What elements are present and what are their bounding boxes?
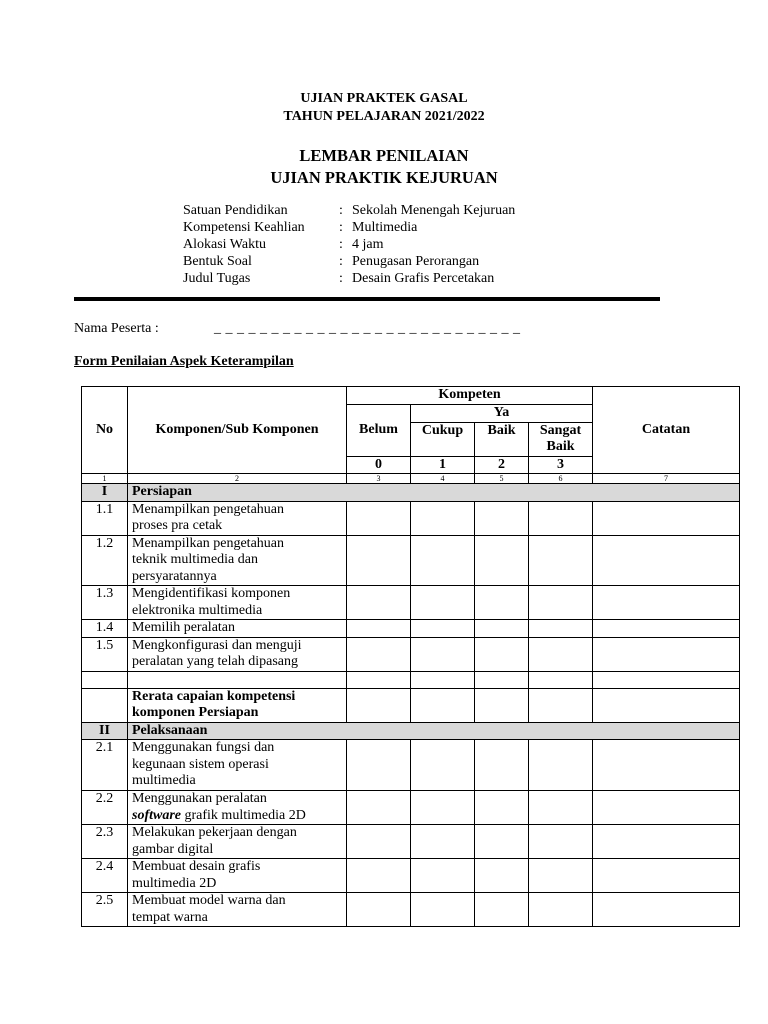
score-cell-cukup[interactable] xyxy=(411,688,475,722)
info-colon: : xyxy=(339,237,343,252)
row-no: 1.1 xyxy=(82,501,128,535)
row-no: 1.2 xyxy=(82,535,128,586)
info-value: Penugasan Perorangan xyxy=(352,254,480,269)
score-cell-belum[interactable] xyxy=(347,825,411,859)
column-number: 4 xyxy=(411,474,475,484)
row-no: 2.2 xyxy=(82,791,128,825)
header-belum: Belum xyxy=(347,405,411,457)
header-sangat-baik xyxy=(529,422,593,456)
score-cell-baik[interactable] xyxy=(475,637,529,671)
column-number: 5 xyxy=(475,474,529,484)
score-cell-belum[interactable] xyxy=(347,586,411,620)
row-label: Menggunakan peralatan software grafik multimedia 2D xyxy=(128,791,347,825)
info-row xyxy=(183,202,515,219)
score-cell-belum[interactable] xyxy=(347,893,411,927)
score-cell-belum[interactable] xyxy=(347,535,411,586)
score-cell-baik[interactable] xyxy=(475,893,529,927)
info-colon: : xyxy=(339,220,343,235)
header-no: No xyxy=(82,387,128,474)
info-label: Satuan Pendidikan xyxy=(183,203,288,218)
section-row-pelaksanaan xyxy=(82,722,740,740)
table-row xyxy=(82,586,740,620)
catatan-cell[interactable] xyxy=(593,501,740,535)
assessment-table xyxy=(81,386,740,927)
score-cell-belum[interactable] xyxy=(347,859,411,893)
info-value: Multimedia xyxy=(352,220,418,235)
column-number: 7 xyxy=(593,474,740,484)
participant-name-label: Nama Peserta : xyxy=(74,321,159,336)
table-row xyxy=(82,535,740,586)
info-row xyxy=(183,253,515,270)
academic-year: TAHUN PELAJARAN 2021/2022 xyxy=(283,109,485,124)
row-no: 2.1 xyxy=(82,740,128,791)
row-no: 2.3 xyxy=(82,825,128,859)
info-label: Kompetensi Keahlian xyxy=(183,220,305,235)
row-no: 1.5 xyxy=(82,637,128,671)
row-no: 2.5 xyxy=(82,893,128,927)
catatan-cell[interactable] xyxy=(593,859,740,893)
score-cell-baik[interactable] xyxy=(475,859,529,893)
table-row xyxy=(82,825,740,859)
score-0: 0 xyxy=(347,456,411,474)
score-2: 2 xyxy=(475,456,529,474)
header-cukup: Cukup xyxy=(411,422,475,456)
score-cell-sangat-baik[interactable] xyxy=(529,688,593,722)
catatan-cell[interactable] xyxy=(593,791,740,825)
column-number: 6 xyxy=(529,474,593,484)
score-cell-belum[interactable] xyxy=(347,740,411,791)
title-line-2: UJIAN PRAKTIK KEJURUAN xyxy=(270,168,498,187)
score-cell-belum[interactable] xyxy=(347,620,411,638)
score-cell-sangat-baik[interactable] xyxy=(529,859,593,893)
row-no: 2.4 xyxy=(82,859,128,893)
header-catatan: Catatan xyxy=(593,387,740,474)
catatan-cell[interactable] xyxy=(593,688,740,722)
score-cell-cukup[interactable] xyxy=(411,859,475,893)
header-kompeten: Kompeten xyxy=(347,387,593,405)
row-no: 1.4 xyxy=(82,620,128,638)
row-no: 1.3 xyxy=(82,586,128,620)
catatan-cell[interactable] xyxy=(593,620,740,638)
table-row xyxy=(82,501,740,535)
info-colon: : xyxy=(339,271,343,286)
info-row xyxy=(183,219,515,236)
column-number-row xyxy=(82,474,740,484)
score-cell-baik[interactable] xyxy=(475,620,529,638)
score-cell-belum[interactable] xyxy=(347,501,411,535)
exam-header xyxy=(0,90,768,126)
table-row xyxy=(82,859,740,893)
row-label: Menampilkan pengetahuan proses pra cetak xyxy=(128,501,347,535)
section-label: Persiapan xyxy=(128,484,740,502)
section-row-persiapan xyxy=(82,484,740,502)
row-label: Menggunakan fungsi dan kegunaan sistem operasi multimedia xyxy=(128,740,347,791)
score-cell-baik[interactable] xyxy=(475,791,529,825)
exam-name: UJIAN PRAKTEK GASAL xyxy=(300,91,468,106)
info-label: Bentuk Soal xyxy=(183,254,252,269)
rerata-label: Rerata capaian kompetensi komponen Persiapan xyxy=(128,688,347,722)
table-row xyxy=(82,637,740,671)
header-sangat-baik-2: Baik xyxy=(546,439,575,454)
score-cell-cukup[interactable] xyxy=(411,740,475,791)
score-cell-baik[interactable] xyxy=(475,825,529,859)
column-number: 3 xyxy=(347,474,411,484)
score-cell-cukup[interactable] xyxy=(411,620,475,638)
info-value: Desain Grafis Percetakan xyxy=(352,271,495,286)
header-divider xyxy=(74,297,660,301)
table-row xyxy=(82,620,740,638)
score-cell-baik[interactable] xyxy=(475,501,529,535)
row-label: Mengkonfigurasi dan menguji peralatan yang telah dipasang xyxy=(128,637,347,671)
score-cell-belum[interactable] xyxy=(347,791,411,825)
info-label: Judul Tugas xyxy=(183,271,251,286)
score-cell-baik[interactable] xyxy=(475,586,529,620)
header-sangat: Sangat xyxy=(539,422,582,438)
score-cell-sangat-baik[interactable] xyxy=(529,893,593,927)
catatan-cell[interactable] xyxy=(593,586,740,620)
score-cell-sangat-baik[interactable] xyxy=(529,637,593,671)
score-cell-baik[interactable] xyxy=(475,688,529,722)
score-cell-belum[interactable] xyxy=(347,688,411,722)
row-label: Mengidentifikasi komponen elektronika multimedia xyxy=(128,586,347,620)
info-value: 4 jam xyxy=(352,237,384,252)
document-title xyxy=(0,145,768,189)
catatan-cell[interactable] xyxy=(593,893,740,927)
info-colon: : xyxy=(339,203,343,218)
info-row xyxy=(183,236,515,253)
header-komponen: Komponen/Sub Komponen xyxy=(128,387,347,474)
section-no: II xyxy=(82,722,128,740)
score-cell-sangat-baik[interactable] xyxy=(529,825,593,859)
rerata-row xyxy=(82,688,740,722)
score-cell-cukup[interactable] xyxy=(411,893,475,927)
score-cell-sangat-baik[interactable] xyxy=(529,740,593,791)
score-cell-sangat-baik[interactable] xyxy=(529,586,593,620)
participant-name-blank[interactable]: _ _ _ _ _ _ _ _ _ _ _ _ _ _ _ _ _ _ _ _ _ _ _ _ _ _ _ xyxy=(214,321,521,336)
catatan-cell[interactable] xyxy=(593,825,740,859)
row-label: Melakukan pekerjaan dengan gambar digital xyxy=(128,825,347,859)
table-row xyxy=(82,791,740,825)
info-colon: : xyxy=(339,254,343,269)
header-baik: Baik xyxy=(475,422,529,456)
score-cell-cukup[interactable] xyxy=(411,586,475,620)
table-row xyxy=(82,740,740,791)
score-cell-belum[interactable] xyxy=(347,637,411,671)
score-cell-cukup[interactable] xyxy=(411,825,475,859)
section-no: I xyxy=(82,484,128,502)
catatan-cell[interactable] xyxy=(593,740,740,791)
score-cell-sangat-baik[interactable] xyxy=(529,791,593,825)
catatan-cell[interactable] xyxy=(593,637,740,671)
info-row xyxy=(183,270,515,287)
score-cell-cukup[interactable] xyxy=(411,535,475,586)
score-3: 3 xyxy=(529,456,593,474)
info-block xyxy=(183,202,515,287)
participant-name-line xyxy=(74,321,521,337)
score-cell-cukup[interactable] xyxy=(411,637,475,671)
score-cell-baik[interactable] xyxy=(475,535,529,586)
info-label: Alokasi Waktu xyxy=(183,237,266,252)
title-line-1: LEMBAR PENILAIAN xyxy=(299,146,469,165)
info-value: Sekolah Menengah Kejuruan xyxy=(352,203,516,218)
row-label: Membuat model warna dan tempat warna xyxy=(128,893,347,927)
score-1: 1 xyxy=(411,456,475,474)
row-label: Membuat desain grafis multimedia 2D xyxy=(128,859,347,893)
row-label: Memilih peralatan xyxy=(128,620,347,638)
form-title: Form Penilaian Aspek Keterampilan xyxy=(74,354,294,369)
score-cell-cukup[interactable] xyxy=(411,501,475,535)
score-cell-sangat-baik[interactable] xyxy=(529,501,593,535)
column-number: 2 xyxy=(128,474,347,484)
catatan-cell[interactable] xyxy=(593,535,740,586)
score-cell-cukup[interactable] xyxy=(411,791,475,825)
row-label: Menampilkan pengetahuan teknik multimedia dan persyaratannya xyxy=(128,535,347,586)
score-cell-baik[interactable] xyxy=(475,740,529,791)
score-cell-sangat-baik[interactable] xyxy=(529,535,593,586)
score-cell-sangat-baik[interactable] xyxy=(529,620,593,638)
table-row xyxy=(82,893,740,927)
empty-row xyxy=(82,671,740,688)
header-ya: Ya xyxy=(411,405,593,423)
section-label: Pelaksanaan xyxy=(128,722,740,740)
column-number: 1 xyxy=(82,474,128,484)
